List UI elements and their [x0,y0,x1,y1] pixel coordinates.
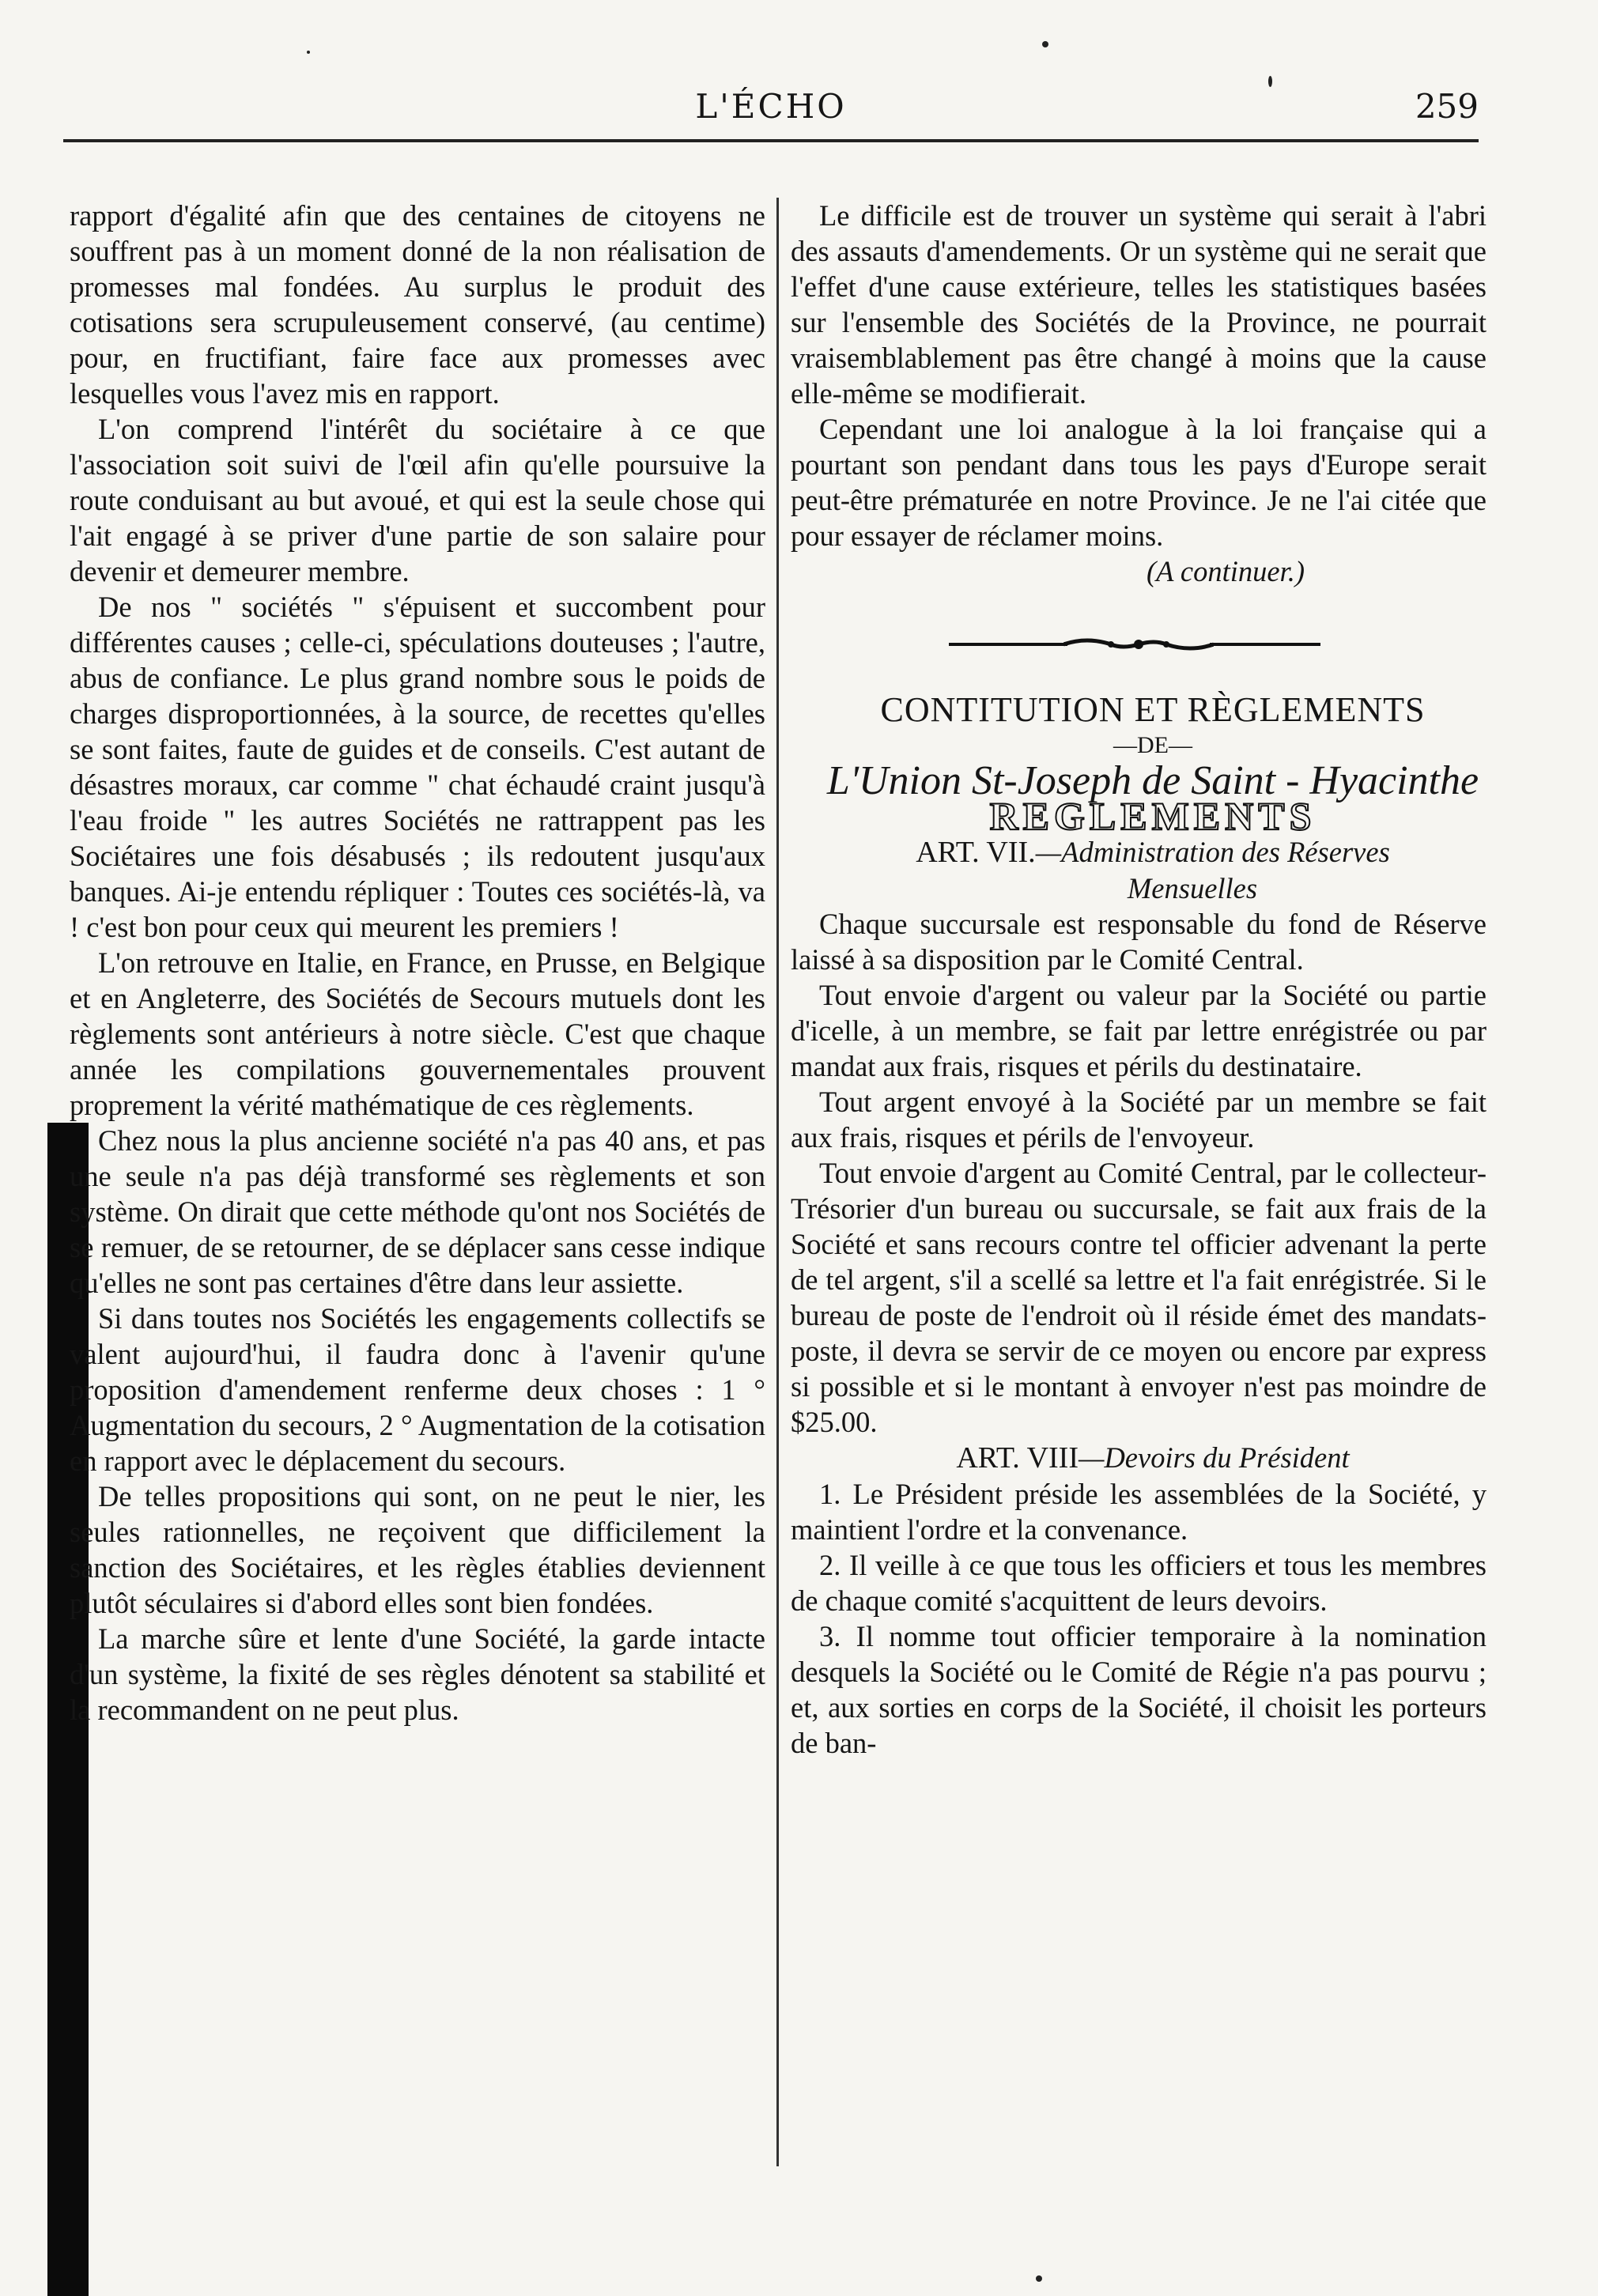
article-7-subtitle: Mensuelles [1127,872,1258,904]
print-speck [1268,76,1272,87]
left-paragraph: Si dans toutes nos Sociétés les engagements collectifs se valent aujourd'hui, il faudra donc à l'avenir qu'une proposition d'amendement renferme deux choses : 1 ° Augmentation du secours, 2 ° Augmentation de la cotisation en rapport avec le déplacement du secours. [70,1302,765,1477]
ornament-line [1210,643,1320,646]
page-header [63,79,1479,142]
right-paragraph: Cependant une loi analogue à la loi française qui a pourtant son pendant dans tous les pays d'Europe serait peut-être prématurée en notre Province. Je ne l'ai citée que pour essayer de réclamer moins. [791,413,1487,552]
article-8-paragraph: 2. Il veille à ce que tous les officiers et tous les membres de chaque comité s'acquittent de leurs devoirs. [791,1549,1487,1617]
left-paragraph: De nos " sociétés " s'épuisent et succombent pour différentes causes ; celle-ci, spéculations douteuses ; l'autre, abus de confiance. Le plus grand nombre sous le poids de charges disproportionnées, à la source, de recettes qu'elles se sont faites, faute de guides et de conseils. C'est autant de désastres moraux, car comme " chat échaudé craint jusqu'à l'eau froide " les autres Sociétés ne rattrappent pas les Sociétaires une fois désabusés ; ils redoutent jusqu'aux banques. Ai-je entendu répliquer : Toutes ces sociétés-là, va ! c'est bon pour ceux qui meurent les premiers ! [70,591,765,943]
constitution-title: CONTITUTION ET RÈGLEMENTS [880,690,1426,729]
constitution-de: —DE— [1113,732,1192,758]
article-7-paragraph: Tout envoie d'argent au Comité Central, par le collecteur-Trésorier d'un bureau ou succursale, se fait aux frais de la Société et sans recours contre tel officier advenant la perte de tel argent, s'il a scellé sa lettre et l'a fait enrégistrée. Si le bureau de poste de l'endroit où il réside émet des mandats-poste, il devra se servir de ce moyen ou encore par express si possible et si le montant à envoyer n'est pas moindre de $25.00. [791,1157,1487,1438]
page-number: 259 [1415,87,1479,126]
article-8-label: ART. VIII [956,1441,1079,1475]
left-column [70,198,765,1728]
left-paragraph: La marche sûre et lente d'une Société, la garde intacte d'un système, la fixité de ses règles dénotent sa stabilité et la recommandent on ne peut plus. [70,1622,765,1726]
ornament-flourish [1063,633,1214,655]
print-speck [307,51,310,54]
left-paragraph: Chez nous la plus ancienne société n'a pas 40 ans, et pas une seule n'a pas déjà transformé ses règlements et son système. On dirait que cette méthode qu'ont nos Sociétés de se remuer, de se retourner, de se déplacer sans cesse indique qu'elles ne sont pas certaines d'être dans leur assiette. [70,1124,765,1299]
continuation-note: (A continuer.) [1146,555,1305,587]
article-8-paragraph: 1. Le Président préside les assemblées de la Société, y maintient l'ordre et la convenance. [791,1478,1487,1546]
article-7-label: ART. VII. [916,836,1036,869]
left-paragraph: De telles propositions qui sont, on ne peut le nier, les seules rationnelles, ne reçoivent que difficilement la sanction des Sociétaires, et les règles établies deviennent plutôt séculaires si d'abord elles sont bien fondées. [70,1480,765,1619]
article-7-paragraph: Tout envoie d'argent ou valeur par la Société ou partie d'icelle, à un membre, se fait par lettre enrégistrée ou par mandat aux frais, risques et périls du destinataire. [791,979,1487,1082]
print-speck [1036,2275,1042,2282]
article-8-paragraph: 3. Il nomme tout officier temporaire à la nomination desquels la Société ou le Comité de Régie n'a pas pourvu ; et, aux sorties en corps de la Société, il choisit les porteurs de ban- [791,1620,1487,1759]
article-7-heading [791,834,1487,870]
header-rule [63,139,1479,142]
article-7-paragraph: Chaque succursale est responsable du fond de Réserve laissé à sa disposition par le Comité Central. [791,908,1487,976]
right-column [791,198,1487,1761]
right-paragraph: Le difficile est de trouver un système qui serait à l'abri des assauts d'amendements. Or un système qui ne serait que l'effet d'une cause extérieure, telles les statistiques basées sur l'ensemble des Sociétés de la Province, ne pourrait vraisemblablement pas être changé à moins que la cause elle-même se modifierait. [791,199,1487,410]
article-8-title: —Devoirs du Président [1078,1441,1350,1474]
article-7-title: —Administration des Réserves [1035,836,1390,868]
print-speck [1042,41,1048,47]
organization-name: L'Union St-Joseph de Saint - Hyacinthe [826,758,1479,803]
article-8-heading [791,1440,1487,1476]
article-7-paragraph: Tout argent envoyé à la Société par un membre se fait aux frais, risques et périls de l'envoyeur. [791,1086,1487,1154]
left-paragraph: rapport d'égalité afin que des centaines de citoyens ne souffrent pas à un moment donné de la non réalisation de promesses mal fondées. Au surplus le produit des cotisations sera scrupuleusement conservé, (au centime) pour, en fructifiant, faire face aux promesses avec lesquelles vous l'avez mis en rapport. [70,199,765,410]
masthead-title: L'ÉCHO [695,87,847,126]
reglements-heading: REGLEMENTS [989,794,1317,838]
ornament-divider [791,621,1487,668]
left-paragraph: L'on comprend l'intérêt du sociétaire à ce que l'association soit suivi de l'œil afin qu'elle poursuive la route conduisant au but avoué, et qui est la seule chose qui l'ait engagé à se priver d'une partie de son salaire pour devenir et demeurer membre. [70,413,765,587]
ornament-line [949,643,1067,646]
left-paragraph: L'on retrouve en Italie, en France, en Prusse, en Belgique et en Angleterre, des Sociétés de Secours mutuels dont les règlements sont antérieurs à notre siècle. C'est que chaque année les compilations gouvernementales prouvent proprement la vérité mathématique de ces règlements. [70,946,765,1121]
column-divider [776,198,779,2166]
